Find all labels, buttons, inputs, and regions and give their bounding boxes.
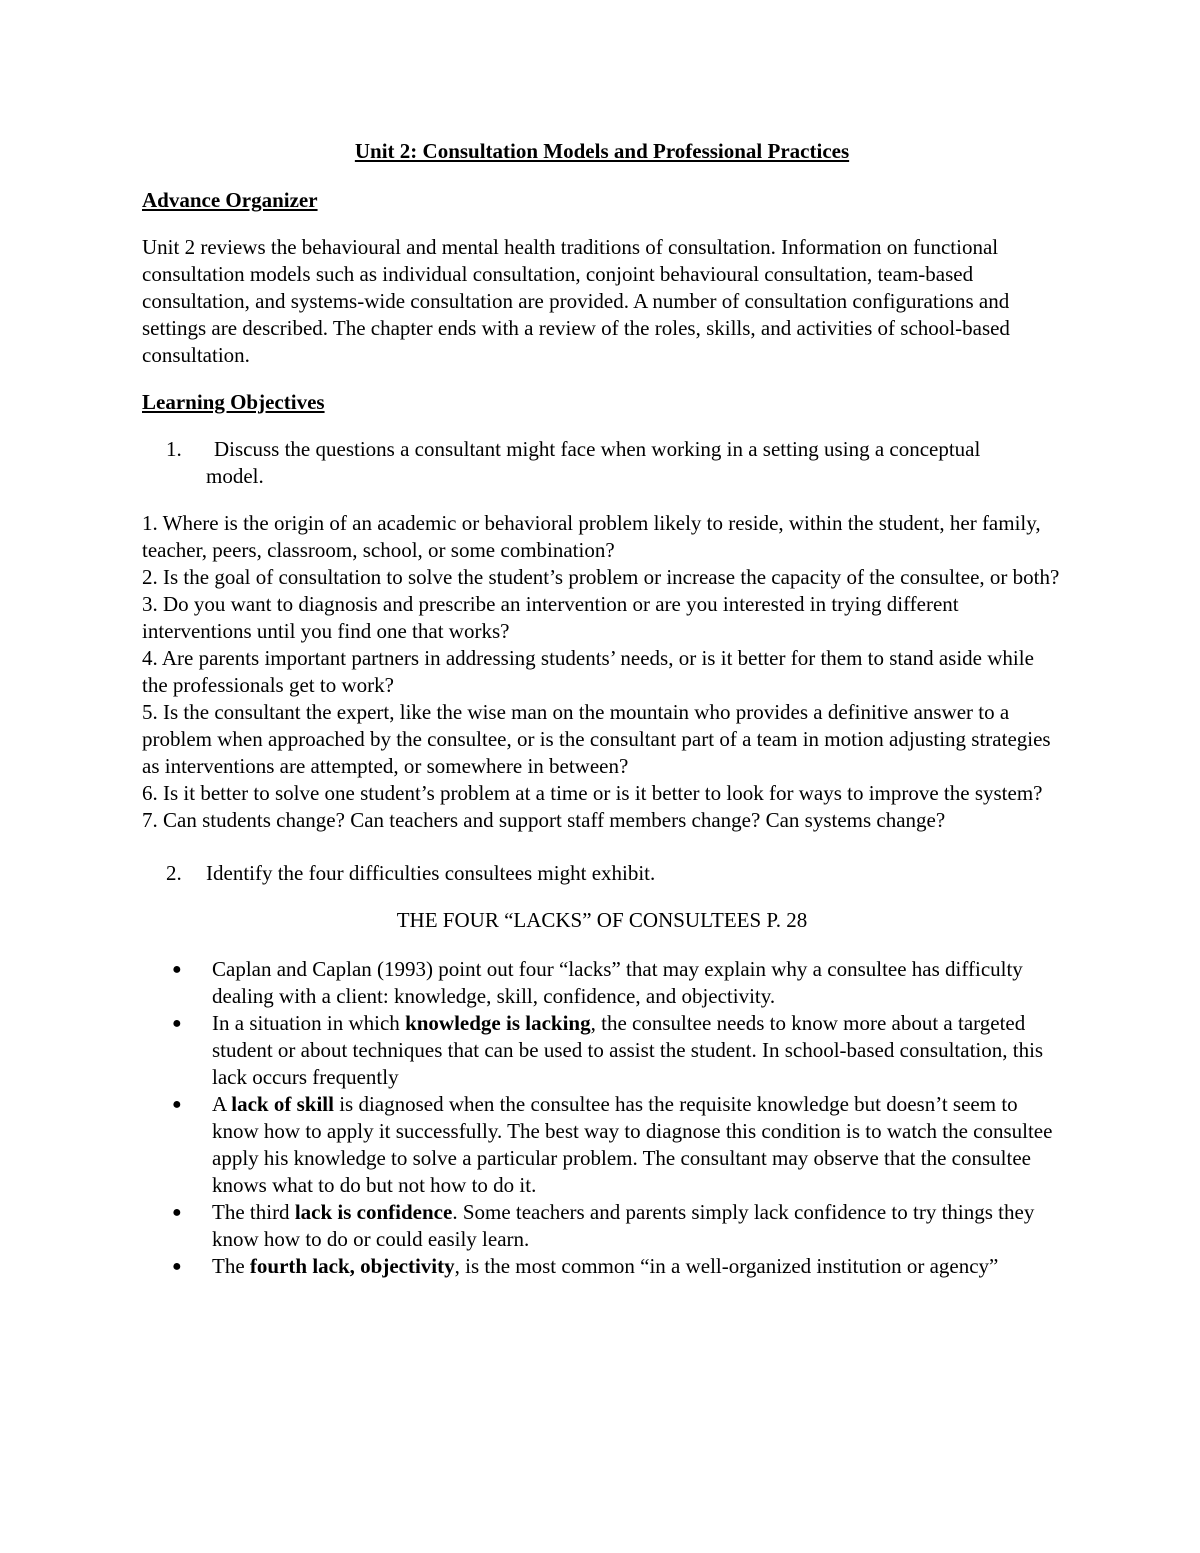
bullet-text-after: , is the most common “in a well-organized institution or agency” bbox=[454, 1254, 999, 1278]
question-item: 7. Can students change? Can teachers and support staff members change? Can systems change? bbox=[142, 808, 946, 832]
question-item: 1. Where is the origin of an academic or behavioral problem likely to reside, within the student, her family, teacher, peers, classroom, school, or some combination? bbox=[142, 511, 1041, 562]
bullet-text-before: The third bbox=[212, 1200, 295, 1224]
objective-1 bbox=[142, 436, 1062, 490]
bullet-text bbox=[212, 1253, 1062, 1280]
bullet-icon: ● bbox=[172, 961, 182, 978]
bullet-text: Caplan and Caplan (1993) point out four “lacks” that may explain why a consultee has difficulty dealing with a client: knowledge, skill, confidence, and objectivity. bbox=[212, 957, 1023, 1008]
bullet-text-bold: lack of skill bbox=[231, 1092, 334, 1116]
bullet-text bbox=[212, 1010, 1062, 1091]
bullet-text-bold: lack is confidence bbox=[294, 1200, 453, 1224]
question-item: 5. Is the consultant the expert, like the wise man on the mountain who provides a definitive answer to a problem when approached by the consultee, or is the consultant part of a team in motion adjusting strategies as interventions are attempted, or somewhere in between? bbox=[142, 700, 1051, 778]
objective-2-text: Identify the four difficulties consultees might exhibit. bbox=[206, 861, 656, 885]
question-item: 6. Is it better to solve one student’s problem at a time or is it better to look for ways to improve the system? bbox=[142, 781, 1043, 805]
bullet-text bbox=[212, 1199, 1062, 1253]
bullet-text-after: , the consultee needs to know more about a targeted student or about techniques that can be used to assist the student. In school-based consultation, this lack occurs frequently bbox=[212, 1011, 1044, 1089]
list-item bbox=[142, 1091, 1062, 1199]
page-title: Unit 2: Consultation Models and Professional Practices bbox=[354, 139, 850, 163]
list-item bbox=[142, 956, 1062, 1010]
advance-organizer-text: Unit 2 reviews the behavioural and mental health traditions of consultation. Information on functional consultation models such as individual consultation, conjoint behavioural consultation, team-based consultation, and systems-wide consultation are provided. A number of consultation configurations and settings are described. The chapter ends with a review of the roles, skills, and activities of school-based consultation. bbox=[142, 235, 1010, 367]
bullet-text-before: A bbox=[212, 1092, 232, 1116]
objective-1-number: 1. bbox=[166, 437, 182, 461]
question-item: 4. Are parents important partners in addressing students’ needs, or is it better for them to stand aside while the professionals get to work? bbox=[142, 646, 1034, 697]
bullet-icon: ● bbox=[172, 1204, 182, 1221]
bullet-text-after: is diagnosed when the consultee has the requisite knowledge but doesn’t seem to know how to apply it successfully. The best way to diagnose this condition is to watch the consultee apply his knowledge to solve a particular problem. The consultant may observe that the consultee knows what to do but not how to do it. bbox=[212, 1092, 1053, 1197]
advance-organizer-heading: Advance Organizer bbox=[142, 188, 318, 212]
bullet-icon: ● bbox=[172, 1258, 182, 1275]
learning-objectives-heading: Learning Objectives bbox=[142, 390, 325, 414]
bullet-text-bold: knowledge is lacking bbox=[405, 1011, 591, 1035]
list-item bbox=[142, 1010, 1062, 1091]
bullet-text-before: In a situation in which bbox=[212, 1011, 406, 1035]
document-page bbox=[142, 138, 1062, 1280]
bullet-text bbox=[212, 1091, 1062, 1199]
bullet-text-bold: fourth lack, objectivity bbox=[249, 1254, 455, 1278]
bullet-icon: ● bbox=[172, 1015, 182, 1032]
four-lacks-list bbox=[142, 956, 1062, 1280]
bullet-icon: ● bbox=[172, 1096, 182, 1113]
list-item bbox=[142, 1199, 1062, 1253]
bullet-text-after: . Some teachers and parents simply lack confidence to try things they know how to do or could easily learn. bbox=[212, 1200, 1035, 1251]
objective-2 bbox=[142, 860, 1062, 887]
question-list bbox=[142, 510, 1062, 834]
objective-2-number: 2. bbox=[166, 861, 182, 885]
question-item: 3. Do you want to diagnosis and prescribe an intervention or are you interested in trying different interventions until you find one that works? bbox=[142, 592, 959, 643]
list-item bbox=[142, 1253, 1062, 1280]
objective-1-text: Discuss the questions a consultant might face when working in a setting using a conceptual model. bbox=[206, 437, 981, 488]
question-item: 2. Is the goal of consultation to solve the student’s problem or increase the capacity of the consultee, or both? bbox=[142, 565, 1060, 589]
four-lacks-heading: THE FOUR “LACKS” OF CONSULTEES P. 28 bbox=[396, 908, 808, 932]
bullet-text-before: The bbox=[212, 1254, 250, 1278]
